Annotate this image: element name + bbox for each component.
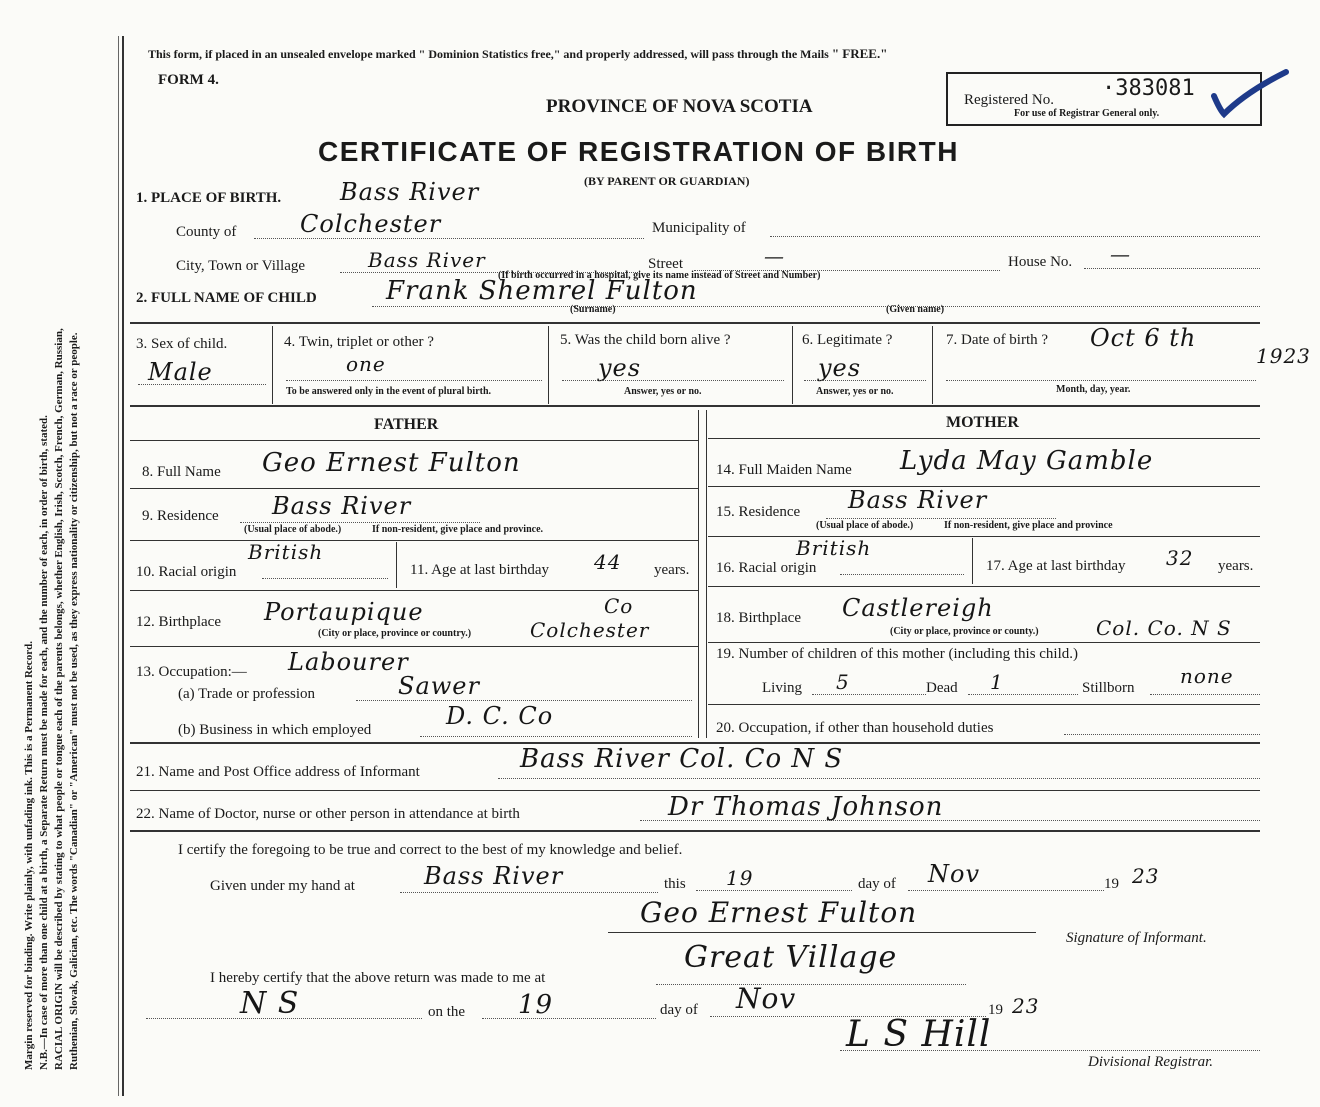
place-of-birth-value: Bass River <box>340 178 480 206</box>
given-month-value: Nov <box>928 860 981 888</box>
father-racial-value: British <box>248 540 324 564</box>
mother-birthplace-county: Col. Co. N S <box>1096 616 1232 640</box>
registrar-place-value-2: N S <box>240 986 300 1021</box>
county-value: Colchester <box>300 210 442 238</box>
given-dayof-label: day of <box>858 876 896 892</box>
father-birthplace-county-name: Colchester <box>530 618 650 642</box>
given-place-value: Bass River <box>424 862 564 890</box>
registrar-signature: L S Hill <box>846 1014 992 1055</box>
date-of-birth-note: Month, day, year. <box>1056 384 1131 395</box>
binding-line-inner <box>118 36 119 1096</box>
living-value: 5 <box>836 670 850 694</box>
dead-label: Dead <box>926 680 958 696</box>
sex-label: 3. Sex of child. <box>136 336 228 352</box>
children-count-label: 19. Number of children of this mother (including this child.) <box>716 646 1079 662</box>
child-name-label: 2. FULL NAME OF CHILD <box>136 290 317 306</box>
registrar-day-value: 19 <box>518 990 554 1020</box>
mother-residence-value: Bass River <box>848 486 988 514</box>
dead-value: 1 <box>990 670 1004 694</box>
father-age-value: 44 <box>594 550 622 574</box>
father-occupation-value: Labourer <box>288 648 409 676</box>
margin-note-2: N.B.—In case of more than one child at a birth, a Separate Return must be made for each, and the number of each, in order of birth, stated. <box>38 415 50 1070</box>
mother-residence-note-b: If non-resident, give place and province <box>944 520 1113 531</box>
mother-occupation-label: 20. Occupation, if other than household duties <box>716 720 994 736</box>
informant-signature: Geo Ernest Fulton <box>640 896 918 929</box>
registrar-year-suffix: 23 <box>1012 994 1040 1018</box>
mother-racial-value: British <box>796 536 872 560</box>
informant-value: Bass River Col. Co N S <box>520 744 844 774</box>
given-name-note: (Given name) <box>886 304 945 315</box>
registered-note: For use of Registrar General only. <box>1014 108 1160 119</box>
mother-name-value: Lyda May Gamble <box>900 446 1154 476</box>
registrar-statement: I hereby certify that the above return was made to me at <box>210 970 546 986</box>
mother-name-label: 14. Full Maiden Name <box>716 462 852 478</box>
twin-label: 4. Twin, triplet or other ? <box>284 334 434 350</box>
given-year-suffix: 23 <box>1132 864 1160 888</box>
given-under-label: Given under my hand at <box>210 878 355 894</box>
house-label: House No. <box>1008 254 1073 270</box>
twin-value: one <box>346 352 386 376</box>
born-alive-note: Answer, yes or no. <box>624 386 702 397</box>
check-mark-icon <box>1210 66 1294 122</box>
mother-racial-label: 16. Racial origin <box>716 560 817 576</box>
mother-birthplace-label: 18. Birthplace <box>716 610 801 626</box>
sex-value: Male <box>148 358 213 386</box>
form-number: FORM 4. <box>158 72 219 88</box>
mother-age-value: 32 <box>1166 546 1194 570</box>
doctor-label: 22. Name of Doctor, nurse or other person in attendance at birth <box>136 806 520 822</box>
father-occupation-label: 13. Occupation:— <box>136 664 247 680</box>
mail-note: This form, if placed in an unsealed envelope marked " Dominion Statistics free," and properly addressed, will pass through the Mails " FREE." <box>148 46 888 61</box>
mother-age-label: 17. Age at last birthday <box>986 558 1126 574</box>
father-birthplace-note: (City or place, province or country.) <box>318 628 472 639</box>
province-heading: PROVINCE OF NOVA SCOTIA <box>546 96 813 117</box>
registrar-place-value: Great Village <box>684 940 898 975</box>
father-years: years. <box>654 562 690 578</box>
doctor-value: Dr Thomas Johnson <box>668 792 944 822</box>
county-label: County of <box>176 224 237 240</box>
living-label: Living <box>762 680 802 696</box>
father-residence-note-b: If non-resident, give place and province. <box>372 524 544 535</box>
registrar-year-prefix: 19 <box>988 1002 1003 1018</box>
mother-birthplace-value: Castlereigh <box>842 594 994 622</box>
informant-signature-label: Signature of Informant. <box>1066 930 1207 946</box>
page-subtitle: (BY PARENT OR GUARDIAN) <box>584 174 750 188</box>
father-birthplace-value: Portaupique <box>264 598 424 626</box>
legitimate-label: 6. Legitimate ? <box>802 332 893 348</box>
legitimate-note: Answer, yes or no. <box>816 386 894 397</box>
street-value: — <box>764 244 785 268</box>
city-value: Bass River <box>368 248 486 272</box>
registered-number: ·383081 <box>1102 76 1195 101</box>
child-name-value: Frank Shemrel Fulton <box>386 276 698 306</box>
on-the-label: on the <box>428 1004 466 1020</box>
twin-note: To be answered only in the event of plural birth. <box>286 386 492 397</box>
mother-birthplace-note: (City or place, province or county.) <box>890 626 1039 637</box>
surname-note: (Surname) <box>570 304 616 315</box>
father-trade-label: (a) Trade or profession <box>178 686 316 702</box>
margin-note-1: Margin reserved for binding. Write plainly, with unfading ink. This is a Permanent Record. <box>23 641 35 1070</box>
stillborn-label: Stillborn <box>1082 680 1135 696</box>
house-value: — <box>1110 242 1131 266</box>
registrar-month-value: Nov <box>736 982 797 1015</box>
hospital-note: (If birth occurred in a hospital, give its name instead of Street and Number) <box>498 270 821 281</box>
father-age-label: 11. Age at last birthday <box>410 562 549 578</box>
father-residence-label: 9. Residence <box>142 508 219 524</box>
binding-line <box>122 36 124 1096</box>
father-business-label: (b) Business in which employed <box>178 722 372 738</box>
registered-label: Registered No. <box>964 92 1054 108</box>
margin-instructions <box>22 30 82 1070</box>
father-racial-label: 10. Racial origin <box>136 564 237 580</box>
father-birthplace-county: Co <box>604 594 634 618</box>
born-alive-value: yes <box>598 354 642 382</box>
page-title: CERTIFICATE OF REGISTRATION OF BIRTH <box>318 136 959 167</box>
legitimate-value: yes <box>818 354 862 382</box>
father-residence-value: Bass River <box>272 492 412 520</box>
father-heading: FATHER <box>374 416 439 433</box>
given-day-value: 19 <box>726 866 754 890</box>
date-of-birth-label: 7. Date of birth ? <box>946 332 1049 348</box>
informant-label: 21. Name and Post Office address of Informant <box>136 764 420 780</box>
street-label: Street <box>648 256 683 272</box>
margin-note-3: RACIAL ORIGIN will be described by stating to what people or tongue each of the parents belongs, whether English, Irish, Scotch, French, German, Russian, <box>53 328 65 1070</box>
this-label: this <box>664 876 686 892</box>
registrar-signature-label: Divisional Registrar. <box>1088 1054 1214 1070</box>
place-of-birth-label: 1. PLACE OF BIRTH. <box>136 190 282 206</box>
born-alive-label: 5. Was the child born alive ? <box>560 332 731 348</box>
father-name-label: 8. Full Name <box>142 464 221 480</box>
father-trade-value: Sawer <box>398 672 480 700</box>
registrar-dayof-label: day of <box>660 1002 698 1018</box>
father-birthplace-label: 12. Birthplace <box>136 614 221 630</box>
mother-heading: MOTHER <box>946 414 1019 431</box>
father-name-value: Geo Ernest Fulton <box>262 448 521 478</box>
city-label: City, Town or Village <box>176 258 306 274</box>
father-residence-note-a: (Usual place of abode.) <box>244 524 342 535</box>
date-of-birth-year: 1923 <box>1256 344 1311 368</box>
mother-residence-label: 15. Residence <box>716 504 801 520</box>
date-of-birth-value: Oct 6 th <box>1090 324 1197 352</box>
mother-residence-note-a: (Usual place of abode.) <box>816 520 914 531</box>
father-business-value: D. C. Co <box>446 702 554 730</box>
mother-years: years. <box>1218 558 1254 574</box>
certify-statement: I certify the foregoing to be true and correct to the best of my knowledge and belief. <box>178 842 683 858</box>
margin-note-4: Ruthenian, Slovak, Galician, etc. The words "Canadian" or "American" must not be used, as they express nationality or citizenship, but not a race or people. <box>68 332 80 1070</box>
stillborn-value: none <box>1180 664 1234 688</box>
municipality-label: Municipality of <box>652 220 746 236</box>
given-year-prefix: 19 <box>1104 876 1119 892</box>
